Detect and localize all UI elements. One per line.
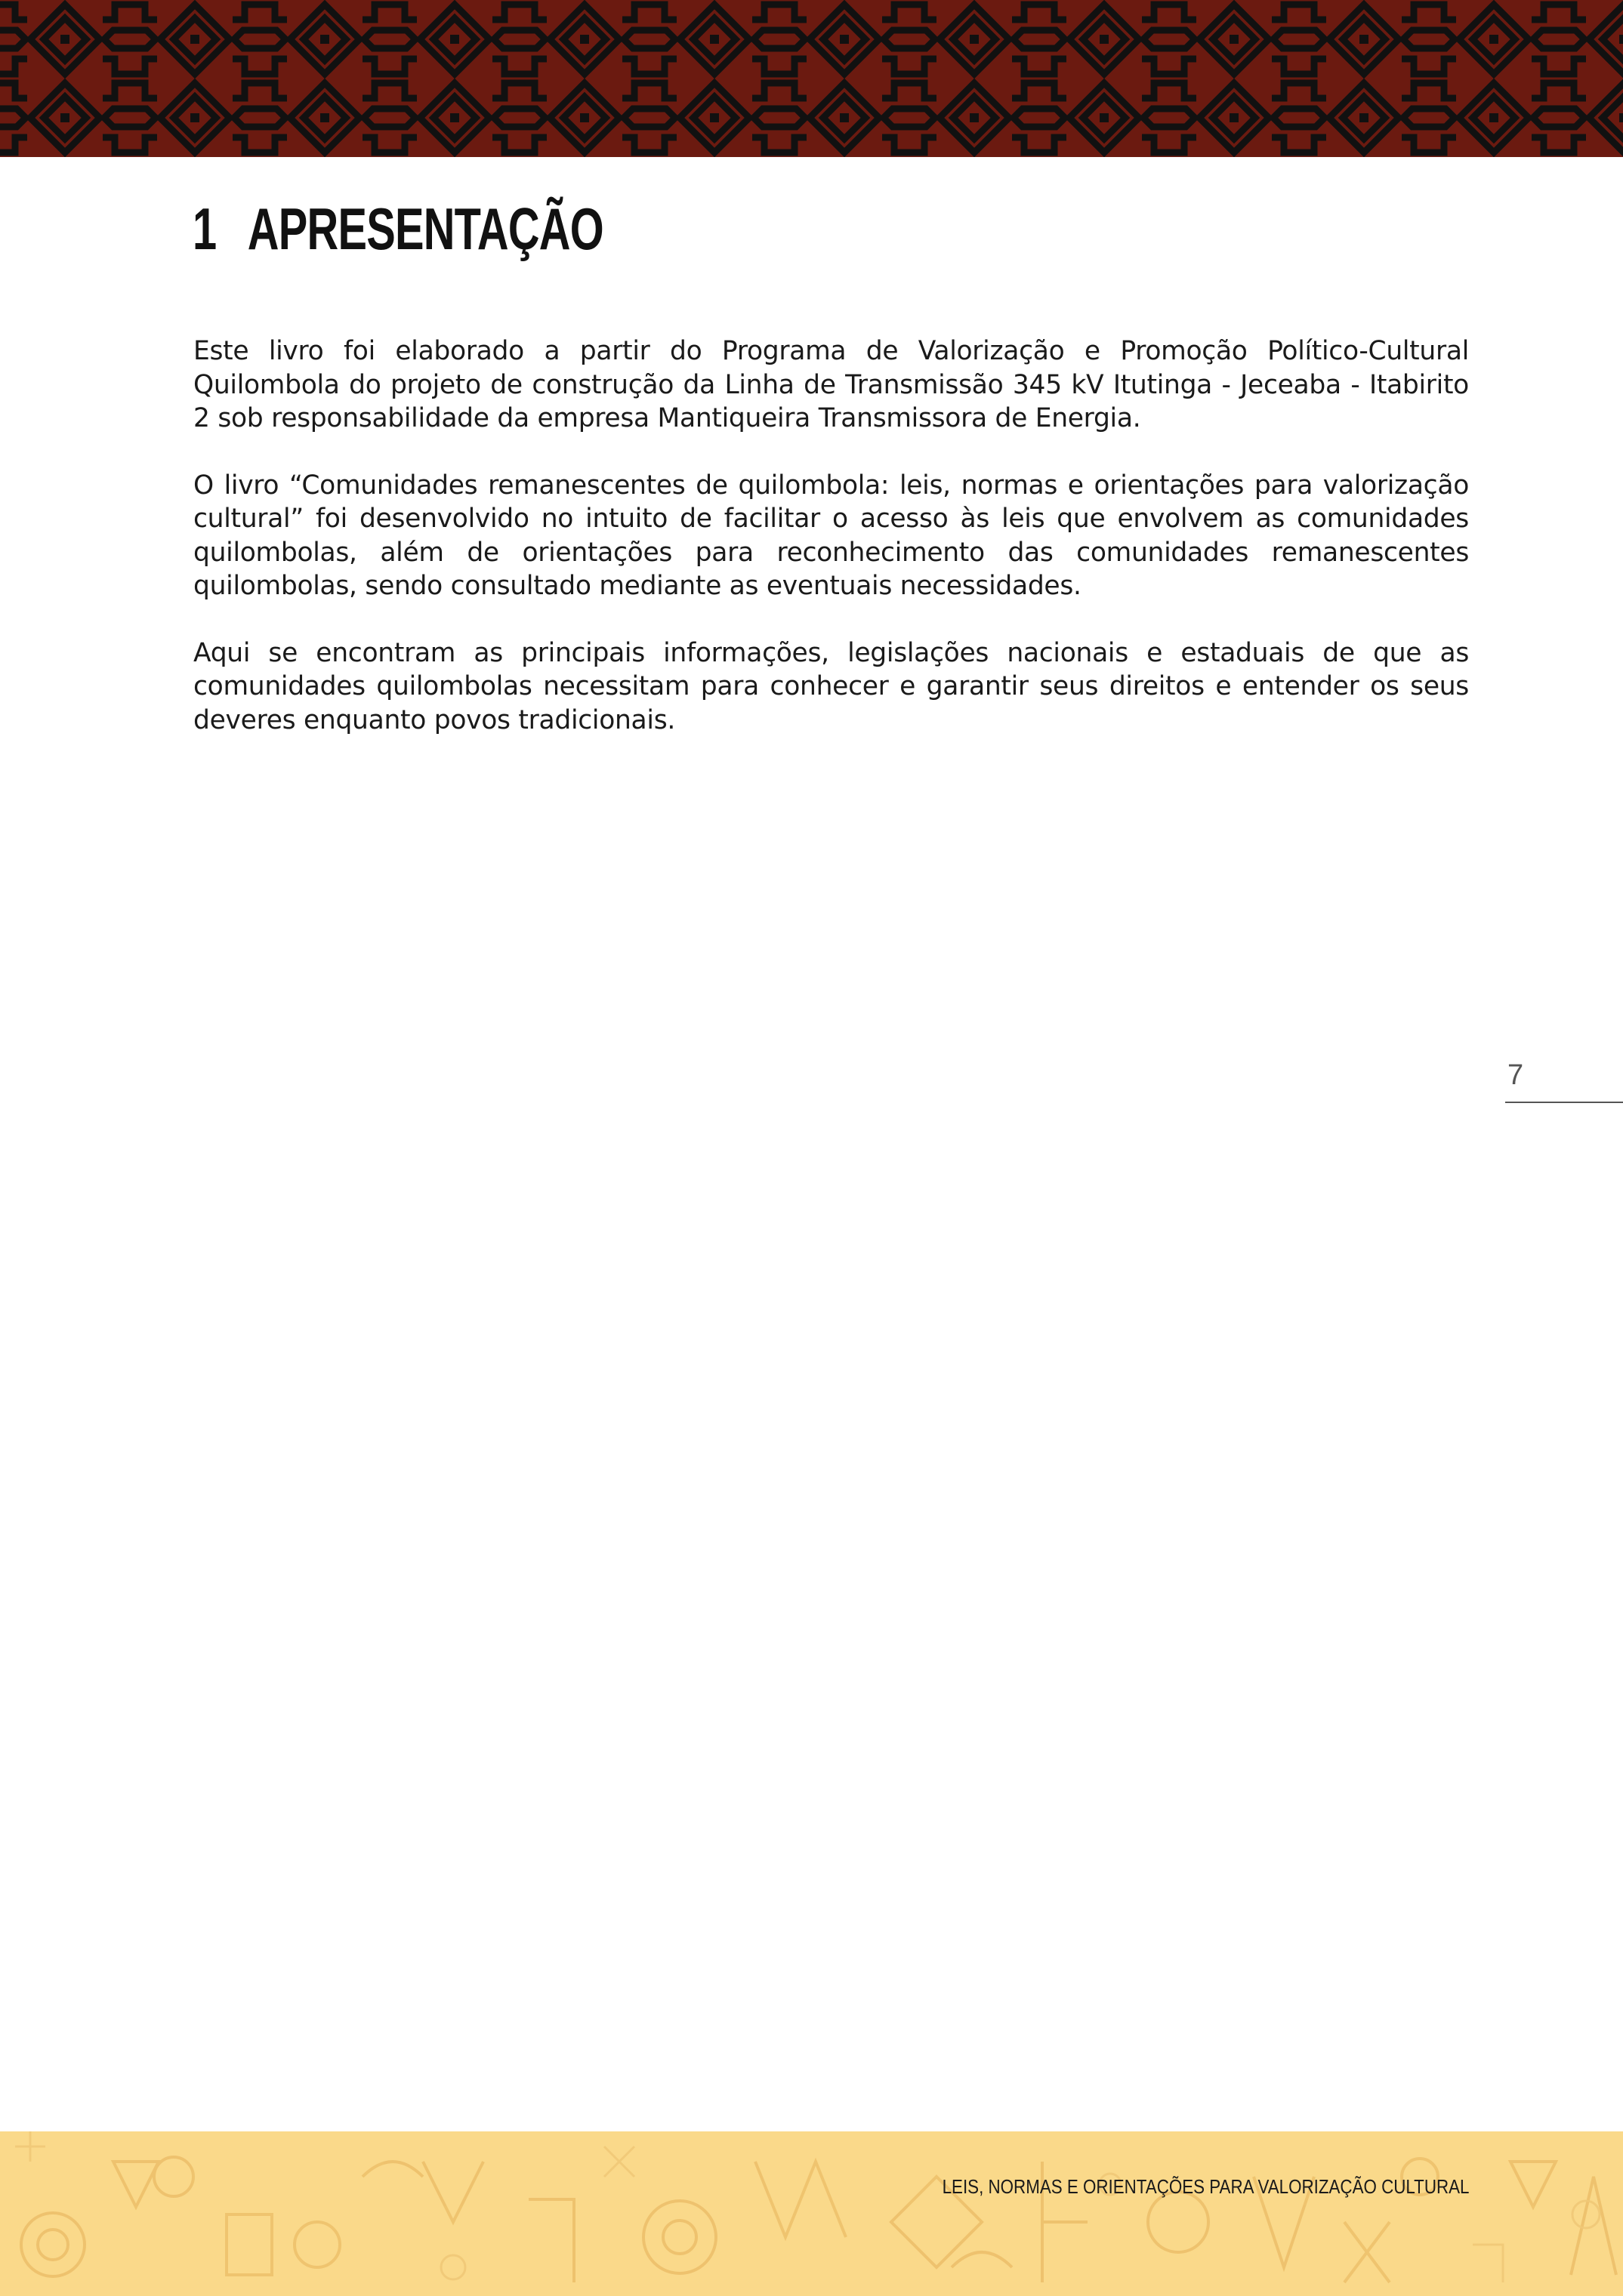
chapter-title: APRESENTAÇÃO xyxy=(247,196,603,262)
body-text xyxy=(193,334,1469,770)
chapter-number: 1 xyxy=(193,196,217,262)
page-number: 7 xyxy=(1507,1059,1524,1091)
page-number-rule xyxy=(1505,1102,1623,1103)
paragraph: O livro “Comunidades remanescentes de quilombola: leis, normas e orientações para valorização cultural” foi desenvolvido no intuito de facilitar o acesso às leis que envolvem as comunidades quilombolas, além de orientações para reconhecimento das comunidades remanescentes quilombolas, sendo consultado mediante as eventuais necessidades. xyxy=(193,470,1469,601)
header-pattern-band xyxy=(0,0,1623,157)
footer-watermark-graphic xyxy=(0,2131,1623,2296)
geometric-pattern-graphic xyxy=(0,0,1623,157)
chapter-heading xyxy=(193,195,603,263)
footer-title: LEIS, NORMAS E ORIENTAÇÕES PARA VALORIZAÇÃO CULTURAL xyxy=(942,2175,1469,2198)
paragraph: Aqui se encontram as principais informações, legislações nacionais e estaduais de que as comunidades quilombolas necessitam para conhecer e garantir seus direitos e entender os seus deveres enquanto povos tradicionais. xyxy=(193,637,1469,735)
footer-band xyxy=(0,2131,1623,2296)
paragraph: Este livro foi elaborado a partir do Programa de Valorização e Promoção Político-Cultural Quilombola do projeto de construção da Linha de Transmissão 345 kV Itutinga - Jeceaba - Itabirito 2 sob responsabilidade da empresa Mantiqueira Transmissora de Energia. xyxy=(193,336,1469,433)
